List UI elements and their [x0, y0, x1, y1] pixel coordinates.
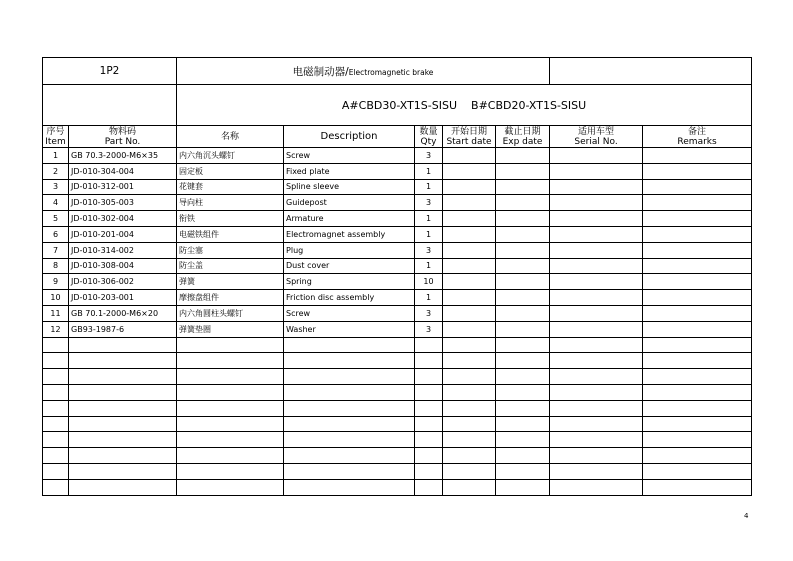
cell-serial	[550, 416, 643, 432]
header-start-date: 开始日期 Start date	[443, 126, 496, 148]
table-row	[43, 384, 752, 400]
cell-part-no: JD-010-201-004	[69, 226, 177, 242]
cell-item: 11	[43, 305, 69, 321]
cell-description: Screw	[284, 148, 415, 164]
cell-serial	[550, 226, 643, 242]
cell-part-no: JD-010-304-004	[69, 163, 177, 179]
cell-item	[43, 384, 69, 400]
cell-item	[43, 400, 69, 416]
table-row	[43, 242, 752, 258]
table-row	[43, 258, 752, 274]
cell-serial	[550, 384, 643, 400]
cell-exp-date	[496, 148, 550, 164]
title-row	[43, 58, 752, 85]
cell-name: 导向柱	[177, 195, 284, 211]
cell-item	[43, 432, 69, 448]
table-row	[43, 400, 752, 416]
cell-start-date	[443, 448, 496, 464]
cell-description	[284, 448, 415, 464]
cell-name	[177, 369, 284, 385]
cell-qty: 1	[415, 179, 443, 195]
cell-item	[43, 369, 69, 385]
cell-exp-date	[496, 337, 550, 353]
table-row	[43, 179, 752, 195]
cell-name: 衔铁	[177, 211, 284, 227]
document-title	[177, 58, 550, 85]
cell-serial	[550, 432, 643, 448]
cell-item: 4	[43, 195, 69, 211]
header-part-no: 物料码 Part No.	[69, 126, 177, 148]
title-blank-cell	[550, 58, 752, 85]
cell-remarks	[643, 195, 752, 211]
cell-remarks	[643, 274, 752, 290]
cell-start-date	[443, 479, 496, 495]
header-description: Description	[284, 126, 415, 148]
cell-item: 3	[43, 179, 69, 195]
cell-serial	[550, 400, 643, 416]
cell-exp-date	[496, 179, 550, 195]
cell-remarks	[643, 432, 752, 448]
cell-start-date	[443, 321, 496, 337]
cell-start-date	[443, 226, 496, 242]
cell-part-no	[69, 416, 177, 432]
cell-serial	[550, 258, 643, 274]
cell-remarks	[643, 400, 752, 416]
cell-qty: 3	[415, 148, 443, 164]
page-number: 4	[744, 512, 749, 520]
cell-serial	[550, 242, 643, 258]
cell-remarks	[643, 448, 752, 464]
cell-qty	[415, 384, 443, 400]
cell-start-date	[443, 211, 496, 227]
cell-description	[284, 432, 415, 448]
table-row	[43, 274, 752, 290]
cell-description: Screw	[284, 305, 415, 321]
cell-serial	[550, 290, 643, 306]
cell-name: 固定板	[177, 163, 284, 179]
cell-remarks	[643, 353, 752, 369]
cell-start-date	[443, 369, 496, 385]
cell-description: Armature	[284, 211, 415, 227]
cell-exp-date	[496, 195, 550, 211]
cell-start-date	[443, 274, 496, 290]
cell-qty: 1	[415, 290, 443, 306]
cell-part-no: GB 70.3-2000-M6×35	[69, 148, 177, 164]
cell-start-date	[443, 163, 496, 179]
header-item: 序号 Item	[43, 126, 69, 148]
applicable-models	[177, 85, 752, 126]
cell-part-no: JD-010-306-002	[69, 274, 177, 290]
cell-exp-date	[496, 211, 550, 227]
cell-name: 弹簧垫圈	[177, 321, 284, 337]
cell-serial	[550, 195, 643, 211]
cell-exp-date	[496, 369, 550, 385]
cell-qty: 10	[415, 274, 443, 290]
model-b: B#CBD20-XT1S-SISU	[471, 98, 587, 112]
cell-item: 10	[43, 290, 69, 306]
header-serial-no: 适用车型 Serial No.	[550, 126, 643, 148]
cell-exp-date	[496, 305, 550, 321]
cell-item	[43, 479, 69, 495]
cell-exp-date	[496, 384, 550, 400]
cell-qty: 3	[415, 305, 443, 321]
cell-item: 8	[43, 258, 69, 274]
table-row	[43, 353, 752, 369]
table-row	[43, 226, 752, 242]
table-row	[43, 479, 752, 495]
cell-remarks	[643, 369, 752, 385]
title-cn: 电磁制动器/	[292, 65, 349, 78]
cell-serial	[550, 479, 643, 495]
cell-start-date	[443, 463, 496, 479]
cell-serial	[550, 369, 643, 385]
cell-description	[284, 369, 415, 385]
cell-name	[177, 416, 284, 432]
cell-part-no: JD-010-312-001	[69, 179, 177, 195]
cell-qty: 1	[415, 258, 443, 274]
table-row	[43, 432, 752, 448]
cell-exp-date	[496, 353, 550, 369]
cell-name: 弹簧	[177, 274, 284, 290]
cell-exp-date	[496, 321, 550, 337]
cell-name	[177, 432, 284, 448]
cell-part-no	[69, 337, 177, 353]
table-row	[43, 211, 752, 227]
table-row	[43, 195, 752, 211]
cell-description	[284, 479, 415, 495]
cell-qty: 1	[415, 211, 443, 227]
cell-qty: 3	[415, 242, 443, 258]
cell-exp-date	[496, 290, 550, 306]
cell-description: Washer	[284, 321, 415, 337]
table-row	[43, 305, 752, 321]
cell-serial	[550, 337, 643, 353]
cell-item	[43, 463, 69, 479]
cell-part-no: JD-010-314-002	[69, 242, 177, 258]
cell-remarks	[643, 163, 752, 179]
table-row	[43, 369, 752, 385]
cell-start-date	[443, 305, 496, 321]
cell-serial	[550, 448, 643, 464]
model-a: A#CBD30-XT1S-SISU	[341, 98, 458, 112]
table-row	[43, 290, 752, 306]
cell-exp-date	[496, 479, 550, 495]
cell-qty	[415, 353, 443, 369]
cell-name	[177, 353, 284, 369]
cell-serial	[550, 179, 643, 195]
cell-description: Spline sleeve	[284, 179, 415, 195]
cell-part-no	[69, 369, 177, 385]
cell-remarks	[643, 463, 752, 479]
cell-exp-date	[496, 448, 550, 464]
table-row	[43, 148, 752, 164]
cell-exp-date	[496, 258, 550, 274]
cell-part-no	[69, 384, 177, 400]
cell-description: Guidepost	[284, 195, 415, 211]
cell-part-no: JD-010-308-004	[69, 258, 177, 274]
cell-name	[177, 448, 284, 464]
cell-remarks	[643, 242, 752, 258]
cell-exp-date	[496, 242, 550, 258]
cell-serial	[550, 353, 643, 369]
cell-description	[284, 463, 415, 479]
models-row	[43, 85, 752, 126]
cell-item	[43, 353, 69, 369]
cell-part-no	[69, 479, 177, 495]
cell-remarks	[643, 479, 752, 495]
cell-item: 1	[43, 148, 69, 164]
cell-remarks	[643, 321, 752, 337]
cell-part-no	[69, 353, 177, 369]
cell-part-no: GB93-1987-6	[69, 321, 177, 337]
cell-qty	[415, 463, 443, 479]
cell-description	[284, 416, 415, 432]
cell-description	[284, 400, 415, 416]
cell-start-date	[443, 432, 496, 448]
cell-item: 12	[43, 321, 69, 337]
cell-start-date	[443, 179, 496, 195]
cell-description: Dust cover	[284, 258, 415, 274]
cell-remarks	[643, 258, 752, 274]
cell-remarks	[643, 179, 752, 195]
cell-part-no: JD-010-302-004	[69, 211, 177, 227]
cell-part-no	[69, 463, 177, 479]
cell-remarks	[643, 290, 752, 306]
cell-exp-date	[496, 400, 550, 416]
cell-item: 2	[43, 163, 69, 179]
cell-exp-date	[496, 463, 550, 479]
table-row	[43, 321, 752, 337]
cell-qty	[415, 369, 443, 385]
cell-part-no: GB 70.1-2000-M6×20	[69, 305, 177, 321]
cell-name: 摩擦盘组件	[177, 290, 284, 306]
cell-start-date	[443, 242, 496, 258]
cell-serial	[550, 148, 643, 164]
header-row	[43, 126, 752, 148]
models-blank-cell	[43, 85, 177, 126]
cell-description	[284, 353, 415, 369]
cell-start-date	[443, 258, 496, 274]
cell-name	[177, 337, 284, 353]
parts-list-table	[42, 57, 752, 496]
cell-remarks	[643, 305, 752, 321]
cell-name: 内六角沉头螺钉	[177, 148, 284, 164]
cell-qty: 3	[415, 195, 443, 211]
cell-name: 防尘盖	[177, 258, 284, 274]
cell-qty	[415, 337, 443, 353]
cell-start-date	[443, 416, 496, 432]
cell-description: Electromagnet assembly	[284, 226, 415, 242]
cell-item: 6	[43, 226, 69, 242]
title-en: Electromagnetic brake	[348, 67, 434, 77]
cell-name	[177, 400, 284, 416]
cell-part-no	[69, 448, 177, 464]
cell-qty	[415, 479, 443, 495]
cell-item	[43, 448, 69, 464]
cell-serial	[550, 211, 643, 227]
cell-qty	[415, 448, 443, 464]
cell-name: 内六角圆柱头螺钉	[177, 305, 284, 321]
document-code: 1P2	[43, 58, 177, 85]
cell-serial	[550, 463, 643, 479]
cell-start-date	[443, 148, 496, 164]
cell-qty: 1	[415, 163, 443, 179]
cell-start-date	[443, 290, 496, 306]
cell-name: 防尘塞	[177, 242, 284, 258]
cell-item: 7	[43, 242, 69, 258]
cell-description	[284, 337, 415, 353]
cell-serial	[550, 321, 643, 337]
cell-name	[177, 384, 284, 400]
cell-remarks	[643, 416, 752, 432]
header-exp-date: 截止日期 Exp date	[496, 126, 550, 148]
cell-qty	[415, 400, 443, 416]
cell-item: 5	[43, 211, 69, 227]
cell-serial	[550, 163, 643, 179]
cell-name	[177, 463, 284, 479]
cell-exp-date	[496, 163, 550, 179]
cell-description: Fixed plate	[284, 163, 415, 179]
cell-start-date	[443, 337, 496, 353]
cell-item	[43, 416, 69, 432]
cell-remarks	[643, 148, 752, 164]
table-row	[43, 448, 752, 464]
cell-name: 电磁铁组件	[177, 226, 284, 242]
cell-remarks	[643, 211, 752, 227]
cell-part-no: JD-010-203-001	[69, 290, 177, 306]
cell-name	[177, 479, 284, 495]
cell-remarks	[643, 226, 752, 242]
header-qty: 数量 Qty	[415, 126, 443, 148]
table-row	[43, 337, 752, 353]
cell-description	[284, 384, 415, 400]
cell-start-date	[443, 195, 496, 211]
cell-start-date	[443, 353, 496, 369]
cell-exp-date	[496, 432, 550, 448]
cell-qty	[415, 432, 443, 448]
cell-qty	[415, 416, 443, 432]
cell-start-date	[443, 384, 496, 400]
cell-exp-date	[496, 226, 550, 242]
cell-description: Friction disc assembly	[284, 290, 415, 306]
cell-exp-date	[496, 274, 550, 290]
table-row	[43, 416, 752, 432]
cell-exp-date	[496, 416, 550, 432]
table-row	[43, 463, 752, 479]
table-row	[43, 163, 752, 179]
cell-part-no: JD-010-305-003	[69, 195, 177, 211]
cell-description: Spring	[284, 274, 415, 290]
cell-part-no	[69, 432, 177, 448]
cell-serial	[550, 305, 643, 321]
cell-qty: 3	[415, 321, 443, 337]
cell-name: 花键套	[177, 179, 284, 195]
cell-qty: 1	[415, 226, 443, 242]
cell-remarks	[643, 337, 752, 353]
cell-item	[43, 337, 69, 353]
cell-serial	[550, 274, 643, 290]
header-name: 名称	[177, 126, 284, 148]
cell-description: Plug	[284, 242, 415, 258]
cell-remarks	[643, 384, 752, 400]
cell-part-no	[69, 400, 177, 416]
header-remarks: 备注 Remarks	[643, 126, 752, 148]
cell-start-date	[443, 400, 496, 416]
cell-item: 9	[43, 274, 69, 290]
